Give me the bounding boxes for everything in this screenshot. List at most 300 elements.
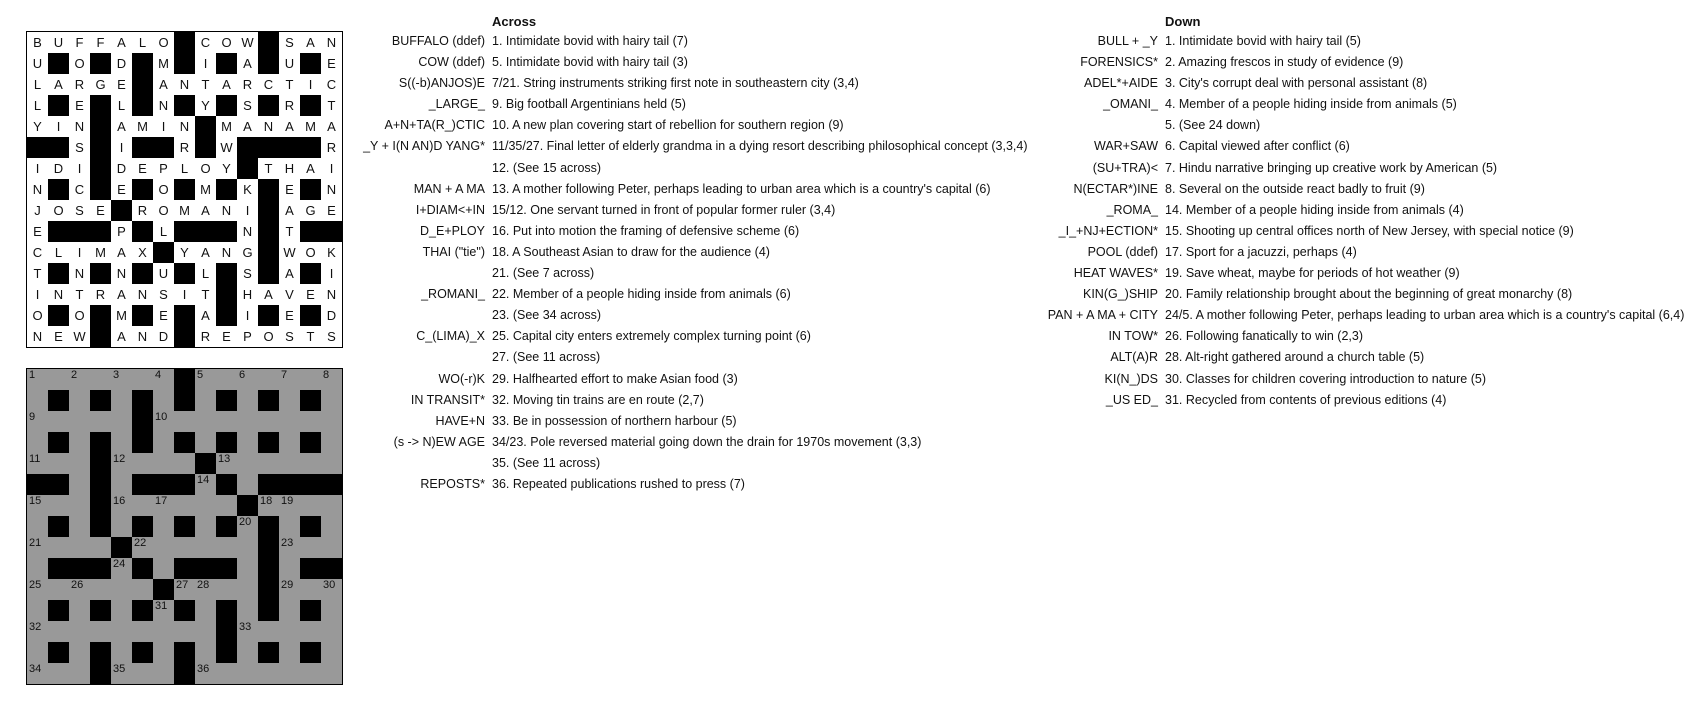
letter-cell: O [158, 182, 169, 197]
across-clue-row [0, 435, 1060, 456]
wordplay-annotation: PAN + A MA + CITY [1047, 308, 1158, 323]
clue-text: 31. Recycled from contents of previous editions (4) [1165, 392, 1447, 407]
letter-cell: A [159, 77, 168, 92]
wordplay-annotation: IN TOW* [1108, 329, 1158, 344]
letter-cell: W [73, 329, 86, 344]
letter-cell: E [285, 182, 294, 197]
clue-number: 24 [113, 558, 126, 570]
grid-cell[interactable] [132, 579, 153, 600]
across-clue-row [0, 474, 1060, 498]
grid-cell[interactable] [48, 579, 69, 600]
clue-text: 15. Shooting up central offices north of New Jersey, with special notice (9) [1165, 223, 1574, 238]
grid-cell[interactable] [300, 495, 321, 516]
clue-number: 32 [29, 621, 42, 633]
grid-cell[interactable] [237, 621, 258, 642]
clue-text: 24/5. A mother following Peter, perhaps leading to urban area which is a country's capital (6,4) [1165, 308, 1685, 323]
grid-cell[interactable] [69, 621, 90, 642]
letter-cell: R [326, 140, 337, 155]
grid-cell[interactable] [111, 663, 132, 684]
letter-cell: A [117, 329, 126, 344]
grid-cell[interactable] [153, 621, 174, 642]
grid-cell[interactable] [300, 537, 321, 558]
letter-cell: E [138, 161, 147, 176]
clue-number: 31 [155, 600, 168, 612]
letter-cell: X [138, 245, 147, 260]
clue-text: 23. (See 34 across) [492, 308, 602, 323]
wordplay-annotation: _Y + I(N AN)D YANG* [363, 139, 485, 154]
down-clue-row [0, 118, 1708, 139]
grid-cell[interactable] [111, 621, 132, 642]
black-square [48, 516, 69, 537]
letter-cell: O [74, 308, 85, 323]
black-square [216, 516, 237, 537]
down-clue-row [0, 266, 1708, 287]
letter-cell: O [53, 203, 64, 218]
letter-cell: U [53, 35, 64, 50]
down-clue-row [0, 224, 1708, 245]
grid-cell[interactable] [27, 516, 48, 537]
wordplay-annotation: _ROMA_ [1106, 202, 1158, 217]
letter-cell: E [117, 182, 126, 197]
grid-cell[interactable] [195, 621, 216, 642]
letter-cell: M [137, 119, 148, 134]
letter-cell: R [242, 77, 253, 92]
grid-cell[interactable] [321, 600, 342, 621]
black-square [90, 600, 111, 621]
letter-cell: G [305, 203, 316, 218]
letter-cell: M [200, 182, 211, 197]
black-square [132, 558, 153, 579]
grid-cell[interactable] [195, 663, 216, 684]
letter-cell: A [285, 203, 294, 218]
letter-cell: L [159, 224, 168, 239]
letter-cell: C [326, 77, 337, 92]
letter-cell: A [117, 287, 126, 302]
letter-cell: S [285, 329, 294, 344]
letter-cell: U [284, 56, 295, 71]
letter-cell: N [53, 287, 64, 302]
black-square [90, 642, 111, 663]
black-square [90, 663, 111, 684]
grid-cell[interactable] [90, 621, 111, 642]
black-square [174, 516, 195, 537]
letter-cell: N [221, 245, 232, 260]
grid-cell[interactable] [153, 558, 174, 579]
grid-cell[interactable] [195, 537, 216, 558]
letter-cell: E [306, 287, 315, 302]
letter-cell: H [242, 287, 253, 302]
grid-cell[interactable] [279, 621, 300, 642]
black-square [111, 537, 132, 558]
clue-number: 14 [197, 474, 210, 486]
down-clue-row [0, 139, 1708, 160]
grid-cell[interactable] [258, 663, 279, 684]
clue-number: 29 [281, 579, 294, 591]
letter-cell: J [34, 203, 41, 218]
grid-cell[interactable] [132, 621, 153, 642]
grid-cell[interactable] [321, 579, 342, 600]
letter-cell: M [305, 119, 316, 134]
letter-cell: T [201, 287, 210, 302]
letter-cell: A [243, 56, 252, 71]
letter-cell: L [180, 161, 189, 176]
letter-cell: R [74, 77, 85, 92]
letter-cell: M [95, 245, 106, 260]
black-square [258, 516, 279, 537]
across-heading: Across [492, 14, 537, 29]
grid-cell[interactable] [258, 495, 279, 516]
grid-cell[interactable] [111, 516, 132, 537]
grid-cell[interactable] [195, 579, 216, 600]
letter-cell: I [161, 119, 166, 134]
letter-cell: T [327, 98, 336, 113]
black-square [300, 558, 321, 579]
letter-cell: I [182, 287, 187, 302]
letter-cell: T [306, 329, 315, 344]
clue-number: 35 [113, 663, 126, 675]
letter-cell: N [263, 119, 274, 134]
letter-cell: Y [180, 245, 189, 260]
letter-cell: A [201, 203, 210, 218]
grid-cell[interactable] [237, 600, 258, 621]
black-square [258, 537, 279, 558]
grid-cell[interactable] [69, 579, 90, 600]
grid-cell[interactable] [153, 663, 174, 684]
clue-text: 4. Member of a people hiding inside from animals (5) [1165, 97, 1457, 112]
grid-cell[interactable] [216, 537, 237, 558]
down-clue-row [0, 393, 1708, 414]
grid-cell[interactable] [132, 537, 153, 558]
grid-cell[interactable] [27, 642, 48, 663]
grid-cell[interactable] [27, 537, 48, 558]
letter-cell: G [242, 245, 253, 260]
letter-cell: I [77, 161, 82, 176]
grid-cell[interactable] [48, 537, 69, 558]
letter-cell: E [96, 203, 105, 218]
grid-cell[interactable] [111, 558, 132, 579]
grid-cell[interactable] [237, 663, 258, 684]
letter-cell: U [32, 56, 43, 71]
wordplay-annotation: ALT(A)R [1110, 350, 1158, 365]
clue-number: 17 [155, 495, 168, 507]
letter-cell: K [327, 245, 336, 260]
grid-cell[interactable] [48, 663, 69, 684]
clue-number: 33 [239, 621, 252, 633]
letter-cell: N [74, 119, 85, 134]
clue-text: 32. Moving tin trains are en route (2,7) [492, 392, 704, 407]
letter-cell: A [201, 245, 210, 260]
letter-cell: M [116, 308, 127, 323]
grid-cell[interactable] [153, 495, 174, 516]
grid-cell[interactable] [300, 663, 321, 684]
letter-cell: T [75, 287, 84, 302]
grid-cell[interactable] [111, 579, 132, 600]
grid-cell[interactable] [111, 642, 132, 663]
grid-cell[interactable] [237, 516, 258, 537]
wordplay-annotation: (s -> N)EW AGE [393, 434, 485, 449]
letter-cell: E [327, 56, 336, 71]
letter-cell: N [116, 266, 127, 281]
grid-cell[interactable] [279, 600, 300, 621]
letter-cell: L [201, 266, 210, 281]
black-square [216, 558, 237, 579]
letter-cell: S [243, 98, 252, 113]
letter-cell: L [33, 98, 42, 113]
down-clue-row [0, 329, 1708, 350]
wordplay-annotation: MAN + A MA [413, 181, 485, 196]
grid-cell[interactable] [27, 600, 48, 621]
clue-number: 16 [113, 495, 126, 507]
letter-cell: S [243, 266, 252, 281]
wordplay-annotation: _I_+NJ+ECTION* [1058, 223, 1158, 238]
wordplay-annotation: COW (ddef) [418, 55, 485, 70]
clue-text: 26. Following fanatically to win (2,3) [1165, 329, 1364, 344]
grid-cell[interactable] [111, 600, 132, 621]
grid-cell[interactable] [48, 495, 69, 516]
black-square [174, 642, 195, 663]
letter-cell: A [222, 77, 231, 92]
clue-text: 29. Halfhearted effort to make Asian food (3) [492, 371, 738, 386]
grid-cell[interactable] [27, 495, 48, 516]
letter-cell: R [200, 329, 211, 344]
letter-cell: D [53, 161, 64, 176]
grid-cell[interactable] [153, 600, 174, 621]
letter-cell: V [285, 287, 294, 302]
wordplay-annotation: HEAT WAVES* [1073, 266, 1158, 281]
grid-cell[interactable] [69, 537, 90, 558]
grid-cell[interactable] [27, 558, 48, 579]
grid-cell[interactable] [153, 537, 174, 558]
across-clue-row [0, 453, 1060, 477]
letter-cell: I [329, 161, 334, 176]
grid-cell[interactable] [321, 642, 342, 663]
grid-cell[interactable] [174, 495, 195, 516]
letter-cell: Y [33, 119, 42, 134]
letter-cell: E [222, 329, 231, 344]
grid-cell[interactable] [279, 663, 300, 684]
grid-cell[interactable] [195, 642, 216, 663]
grid-cell[interactable] [69, 495, 90, 516]
grid-cell[interactable] [90, 579, 111, 600]
grid-cell[interactable] [195, 495, 216, 516]
clue-number: 5 [197, 369, 204, 381]
wordplay-annotation: FORENSICS* [1080, 55, 1158, 70]
grid-cell[interactable] [111, 495, 132, 516]
down-clue-row [0, 76, 1708, 97]
grid-cell[interactable] [153, 516, 174, 537]
letter-cell: L [54, 245, 63, 260]
letter-cell: P [159, 161, 168, 176]
grid-cell[interactable] [27, 663, 48, 684]
wordplay-annotation: HAVE+N [435, 413, 485, 428]
grid-cell[interactable] [69, 663, 90, 684]
grid-cell[interactable] [258, 621, 279, 642]
grid-cell[interactable] [321, 621, 342, 642]
letter-cell: H [284, 161, 295, 176]
clue-number: 8 [323, 369, 330, 381]
down-clue-row [0, 182, 1708, 203]
grid-cell[interactable] [90, 537, 111, 558]
wordplay-annotation: S((-b)ANJOS)E [398, 76, 485, 91]
black-square [153, 579, 174, 600]
clue-text: 34/23. Pole reversed material going down the drain for 1970s movement (3,3) [492, 434, 922, 449]
clue-text: 1. Intimidate bovid with hairy tail (7) [492, 34, 688, 48]
down-clue-row [0, 55, 1708, 76]
wordplay-annotation: THAI ("tie") [422, 244, 485, 259]
letter-cell: N [326, 182, 337, 197]
letter-cell: E [285, 308, 294, 323]
wordplay-annotation: A+N+TA(R_)CTIC [384, 118, 485, 133]
wordplay-annotation: BULL + _Y [1097, 34, 1158, 48]
clue-number: 23 [281, 537, 294, 549]
clue-text: 7/21. String instruments striking first note in southeastern city (3,4) [492, 76, 859, 91]
grid-cell[interactable] [237, 537, 258, 558]
letter-cell: C [74, 182, 85, 197]
black-square [258, 600, 279, 621]
grid-cell[interactable] [216, 579, 237, 600]
grid-cell[interactable] [174, 579, 195, 600]
letter-cell: A [54, 77, 63, 92]
black-square [132, 600, 153, 621]
letter-cell: M [221, 119, 232, 134]
grid-cell[interactable] [237, 558, 258, 579]
grid-cell[interactable] [195, 600, 216, 621]
clue-text: 22. Member of a people hiding inside from animals (6) [492, 287, 791, 302]
grid-cell[interactable] [132, 495, 153, 516]
black-square [300, 600, 321, 621]
letter-cell: I [203, 56, 208, 71]
grid-cell[interactable] [174, 621, 195, 642]
clue-number: 19 [281, 495, 294, 507]
black-square [90, 495, 111, 516]
grid-cell[interactable] [279, 558, 300, 579]
grid-cell[interactable] [216, 495, 237, 516]
letter-cell: N [74, 266, 85, 281]
clue-text: 25. Capital city enters extremely complex turning point (6) [492, 329, 811, 344]
letter-cell: R [284, 98, 295, 113]
letter-cell: A [117, 119, 126, 134]
black-square [174, 558, 195, 579]
grid-cell[interactable] [27, 579, 48, 600]
down-clue-row [0, 245, 1708, 266]
black-square [132, 516, 153, 537]
letter-cell: N [137, 329, 148, 344]
clue-text: 15/12. One servant turned in front of popular former ruler (3,4) [492, 202, 836, 217]
letter-cell: G [95, 77, 106, 92]
letter-cell: P [243, 329, 252, 344]
letter-cell: A [117, 245, 126, 260]
grid-cell[interactable] [27, 621, 48, 642]
grid-cell[interactable] [279, 495, 300, 516]
clue-text: 19. Save wheat, maybe for periods of hot weather (9) [1165, 266, 1460, 281]
black-square [300, 516, 321, 537]
letter-cell: D [158, 329, 169, 344]
black-square [258, 579, 279, 600]
letter-cell: W [220, 140, 233, 155]
letter-cell: W [241, 35, 254, 50]
clue-number: 12 [113, 453, 126, 465]
clue-text: 16. Put into motion the framing of defensive scheme (6) [492, 223, 800, 238]
letter-cell: N [32, 329, 43, 344]
wordplay-annotation: I+DIAM<+IN [415, 202, 485, 217]
grid-cell[interactable] [279, 516, 300, 537]
down-clue-row [0, 287, 1708, 308]
clue-number: 36 [197, 663, 210, 675]
letter-cell: O [32, 308, 43, 323]
grid-cell[interactable] [69, 516, 90, 537]
letter-cell: C [32, 245, 43, 260]
grid-cell[interactable] [174, 537, 195, 558]
letter-cell: E [327, 203, 336, 218]
letter-cell: B [33, 35, 42, 50]
wordplay-annotation: KIN(G_)SHIP [1082, 287, 1158, 302]
down-clue-row [0, 161, 1708, 182]
grid-cell[interactable] [279, 642, 300, 663]
grid-cell[interactable] [216, 663, 237, 684]
letter-cell: D [116, 161, 127, 176]
black-square [174, 600, 195, 621]
wordplay-annotation: ADEL*+AIDE [1084, 76, 1158, 91]
grid-cell[interactable] [321, 537, 342, 558]
black-square [237, 495, 258, 516]
black-square [216, 642, 237, 663]
grid-cell[interactable] [132, 663, 153, 684]
grid-cell[interactable] [237, 642, 258, 663]
grid-cell[interactable] [153, 642, 174, 663]
wordplay-annotation: _OMANI_ [1103, 97, 1158, 112]
grid-cell[interactable] [237, 579, 258, 600]
letter-cell: S [75, 140, 84, 155]
letter-cell: I [329, 266, 334, 281]
clue-number: 11 [29, 453, 41, 465]
letter-cell: O [200, 161, 211, 176]
grid-cell[interactable] [195, 516, 216, 537]
grid-cell[interactable] [69, 642, 90, 663]
letter-cell: M [179, 203, 190, 218]
letter-cell: A [327, 119, 336, 134]
letter-cell: E [117, 77, 126, 92]
letter-cell: Y [222, 161, 231, 176]
letter-cell: R [179, 140, 190, 155]
letter-cell: O [305, 245, 316, 260]
grid-cell[interactable] [321, 495, 342, 516]
grid-cell[interactable] [279, 537, 300, 558]
clue-text: 20. Family relationship brought about the beginning of great monarchy (8) [1165, 287, 1573, 302]
grid-cell[interactable] [321, 516, 342, 537]
grid-cell[interactable] [69, 600, 90, 621]
grid-cell[interactable] [300, 621, 321, 642]
clue-text: 27. (See 11 across) [492, 350, 601, 365]
letter-cell: A [201, 308, 210, 323]
grid-cell[interactable] [300, 579, 321, 600]
letter-cell: D [116, 56, 127, 71]
grid-cell[interactable] [279, 579, 300, 600]
letter-cell: S [159, 287, 168, 302]
black-square [216, 621, 237, 642]
clue-number: 3 [113, 369, 120, 381]
down-clue-row [0, 203, 1708, 224]
clue-number: 27 [176, 579, 189, 591]
grid-cell[interactable] [48, 621, 69, 642]
letter-cell: R [137, 203, 148, 218]
letter-cell: Y [201, 98, 210, 113]
clue-number: 25 [29, 579, 42, 591]
clue-text: 9. Big football Argentinians held (5) [492, 97, 686, 112]
grid-cell[interactable] [321, 663, 342, 684]
letter-cell: O [158, 35, 169, 50]
clue-text: 2. Amazing frescos in study of evidence (9) [1165, 55, 1404, 70]
letter-cell: T [33, 266, 42, 281]
